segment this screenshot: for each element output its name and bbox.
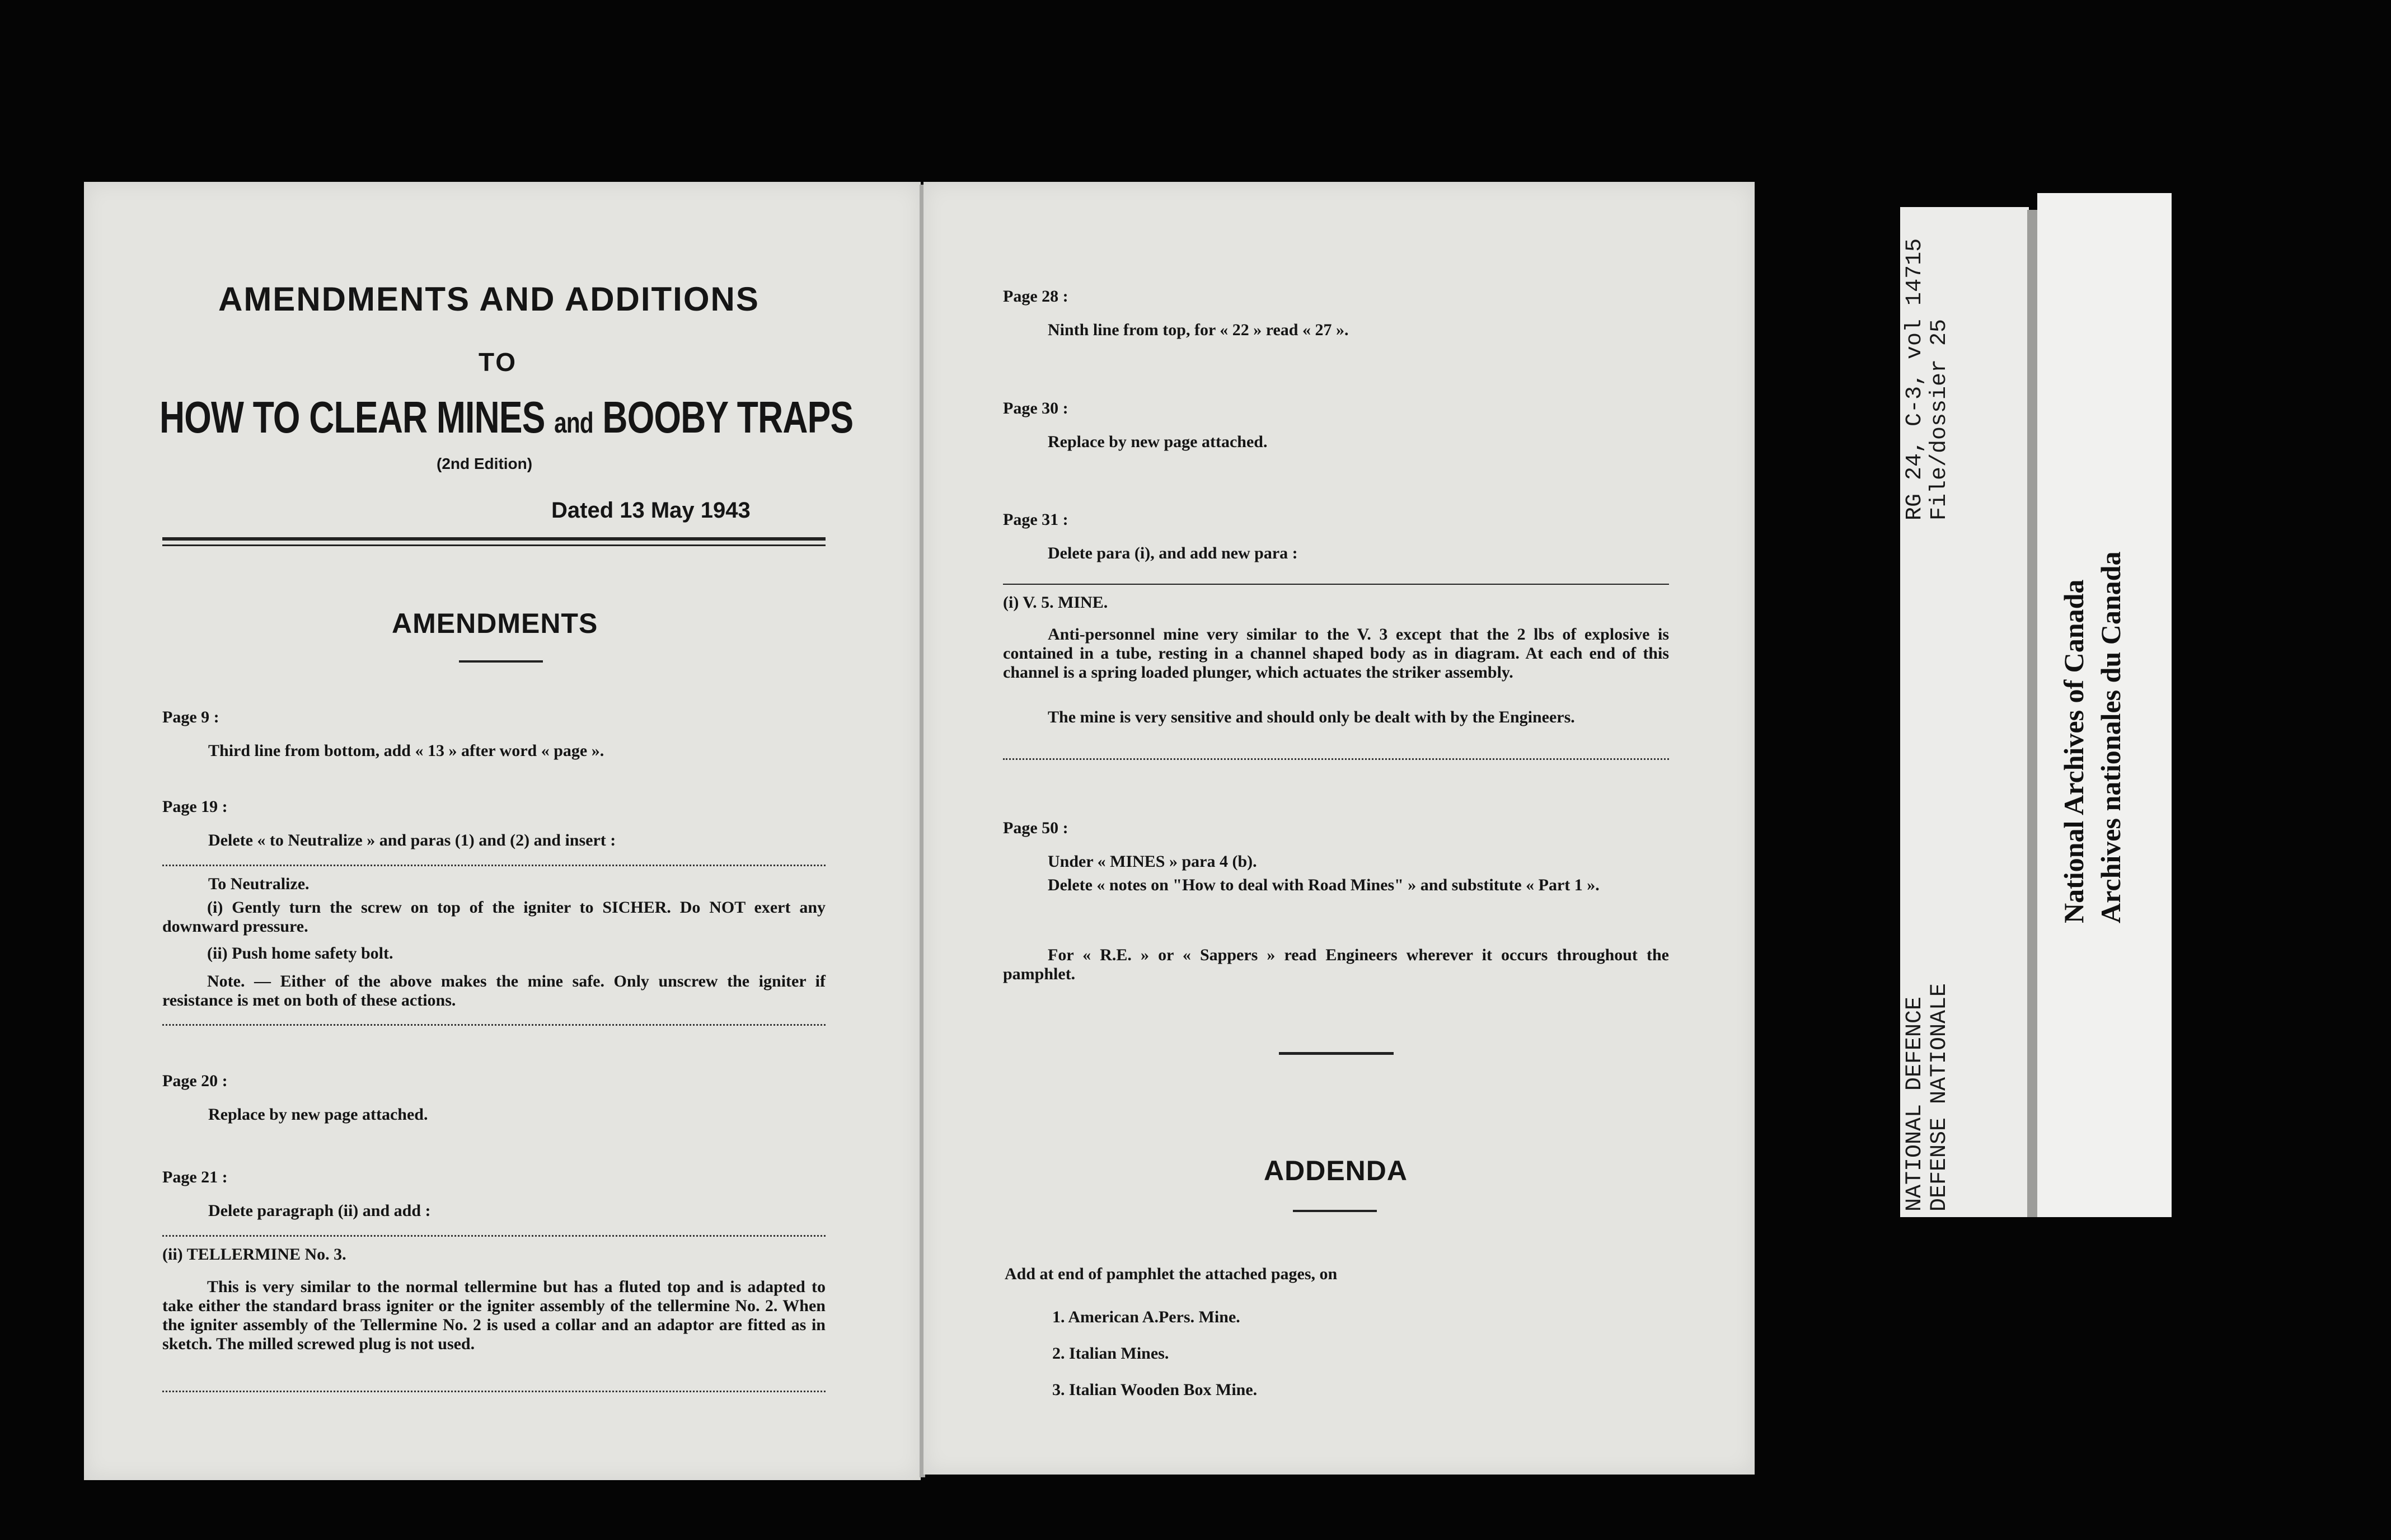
addenda-item: 1. American A.Pers. Mine. (1052, 1308, 1240, 1326)
title-line-2: TO (479, 348, 518, 377)
page-9-label: Page 9 : (162, 708, 219, 726)
title-rule-thick (162, 537, 826, 541)
page-50-text-1: Under « MINES » para 4 (b). (1048, 852, 1257, 871)
v5-heading: (i) V. 5. MINE. (1003, 593, 1108, 612)
dotted-rule (162, 1391, 826, 1392)
addenda-heading: ADDENDA (1264, 1155, 1408, 1186)
archive-ref-line-2: File/dossier 25 (1927, 318, 1952, 520)
page-19-text: Delete « to Neutralize » and paras (1) and (2) and insert : (208, 831, 616, 849)
main-title-and: and (554, 407, 593, 439)
addenda-intro: Add at end of pamphlet the attached pages, on (1005, 1265, 1338, 1283)
department (1903, 983, 1952, 1212)
page-50-text-2: Delete « notes on "How to deal with Road Mines" » and substitute « Part 1 ». (1048, 876, 1600, 894)
right-page (923, 182, 1755, 1475)
archive-ref-line-1: RG 24, C-3, vol 14715 (1902, 238, 1928, 520)
title-rule-thin (162, 544, 826, 546)
neutralize-note: Note. — Either of the above makes the mine safe. Only unscrew the igniter if resistance is met on both of these actions. (162, 972, 826, 1010)
main-title (160, 392, 853, 443)
page-50-label: Page 50 : (1003, 819, 1068, 837)
archive-name-en: National Archives of Canada (2058, 579, 2089, 923)
page-20-text: Replace by new page attached. (208, 1105, 428, 1124)
department-line-2: DEFENSE NATIONALE (1927, 983, 1952, 1212)
page-31-label: Page 31 : (1003, 510, 1068, 529)
heading-underline (459, 660, 543, 663)
addenda-underline (1293, 1210, 1377, 1212)
title-line-1: AMENDMENTS AND ADDITIONS (218, 280, 760, 318)
main-title-part-1: HOW TO CLEAR MINES (160, 392, 555, 442)
page-21-text: Delete paragraph (ii) and add : (208, 1201, 431, 1220)
page-9-text: Third line from bottom, add « 13 » after word « page ». (208, 741, 604, 760)
neutralize-step-1: (i) Gently turn the screw on top of the igniter to SICHER. Do NOT exert any downward pressure. (162, 898, 826, 936)
v5-text-2: The mine is very sensitive and should only be dealt with by the Engineers. (1048, 708, 1575, 726)
addenda-item: 2. Italian Mines. (1052, 1344, 1169, 1363)
archive-reference (1903, 238, 1952, 520)
dotted-rule (162, 1235, 826, 1237)
page-20-label: Page 20 : (162, 1072, 228, 1090)
archive-name (2055, 552, 2129, 923)
engineers-note: For « R.E. » or « Sappers » read Engineers wherever it occurs throughout the pamphlet. (1003, 946, 1669, 983)
dotted-rule (162, 1024, 826, 1026)
addenda-item: 3. Italian Wooden Box Mine. (1052, 1381, 1258, 1399)
neutralize-step-2: (ii) Push home safety bolt. (207, 944, 393, 962)
dotted-rule (162, 865, 826, 866)
thin-rule (1003, 584, 1669, 585)
tellermine-heading: (ii) TELLERMINE No. 3. (162, 1245, 346, 1264)
archive-name-fr: Archives nationales du Canada (2095, 551, 2126, 923)
department-line-1: NATIONAL DEFENCE (1902, 996, 1928, 1212)
tellermine-text: This is very similar to the normal tellermine but has a fluted top and is adapted to take either the standard brass igniter or the igniter assembly of the tellermine No. 2. When the igniter assembly of the Tellermine No. 2 is used a collar and an adaptor are fitted as in sketch. The milled screwed plug is not used. (162, 1278, 826, 1353)
page-19-label: Page 19 : (162, 797, 228, 816)
neutralize-heading: To Neutralize. (208, 875, 310, 893)
section-divider (1279, 1052, 1394, 1055)
edition: (2nd Edition) (437, 455, 533, 472)
amendments-heading: AMENDMENTS (392, 608, 598, 639)
page-31-text: Delete para (i), and add new para : (1048, 544, 1298, 562)
page-30-label: Page 30 : (1003, 399, 1068, 417)
dotted-rule (1003, 758, 1669, 760)
page-21-label: Page 21 : (162, 1168, 228, 1186)
page-28-text: Ninth line from top, for « 22 » read « 27 ». (1048, 321, 1349, 339)
left-page (84, 182, 921, 1480)
main-title-part-2: BOOBY TRAPS (593, 392, 854, 442)
dated: Dated 13 May 1943 (551, 498, 751, 523)
page-28-label: Page 28 : (1003, 287, 1068, 306)
v5-text-1: Anti-personnel mine very similar to the V. 3 except that the 2 lbs of explosive is contained in a tube, resting in a channel shaped body as in diagram. At each end of this channel is a spring loaded plunger, which actuates the striker assembly. (1003, 625, 1669, 682)
page-30-text: Replace by new page attached. (1048, 433, 1268, 451)
